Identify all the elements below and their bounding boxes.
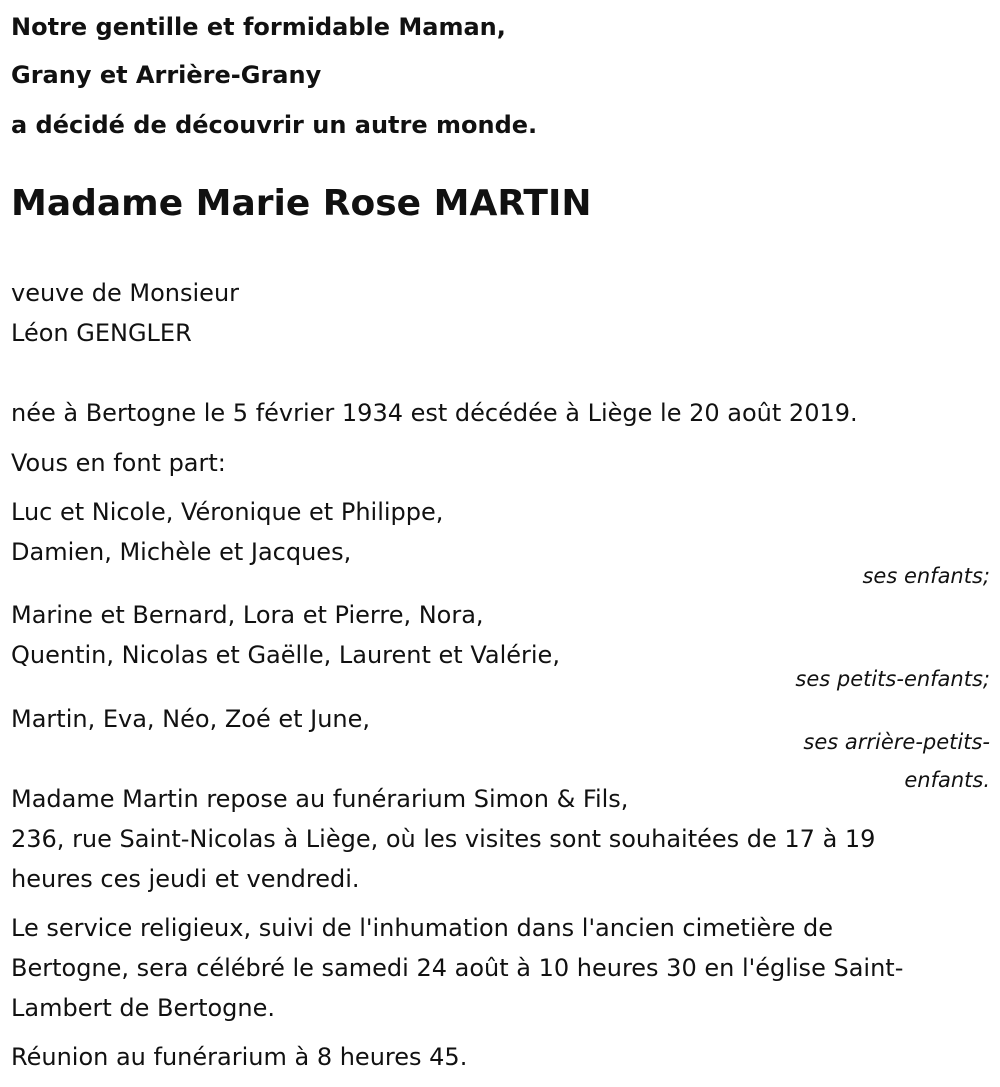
widow-line-2: Léon GENGLER [11,319,192,347]
children-line-1: Luc et Nicole, Véronique et Philippe, [11,498,444,526]
grandchildren-label: ses petits-enfants; [795,667,990,691]
service-line-2: Bertogne, sera célébré le samedi 24 août à 10 heures 30 en l'église Saint- [11,954,904,982]
service-line-1: Le service religieux, suivi de l'inhumation dans l'ancien cimetière de [11,914,834,942]
widow-line-1: veuve de Monsieur [11,279,240,307]
grandchildren-line-1: Marine et Bernard, Lora et Pierre, Nora, [11,601,484,629]
deceased-name: Madame Marie Rose MARTIN [11,183,592,224]
service-line-3: Lambert de Bertogne. [11,994,276,1022]
repose-line-3: heures ces jeudi et vendredi. [11,865,360,893]
greatgrandchildren-line-1: Martin, Eva, Néo, Zoé et June, [11,705,371,733]
birth-death-line: née à Bertogne le 5 février 1934 est décédée à Liège le 20 août 2019. [11,399,858,427]
announcement-line: Vous en font part: [11,449,226,477]
meeting-line: Réunion au funérarium à 8 heures 45. [11,1043,468,1071]
repose-line-1: Madame Martin repose au funérarium Simon & Fils, [11,785,629,813]
children-line-2: Damien, Michèle et Jacques, [11,538,352,566]
repose-line-2: 236, rue Saint-Nicolas à Liège, où les visites sont souhaitées de 17 à 19 [11,825,876,853]
children-label: ses enfants; [862,564,990,588]
intro-line-1: Notre gentille et formidable Maman, [11,13,506,41]
intro-line-3: a décidé de découvrir un autre monde. [11,111,538,139]
greatgrandchildren-label: ses arrière-petits-enfants. [803,730,990,792]
intro-line-2: Grany et Arrière-Grany [11,61,322,89]
grandchildren-line-2: Quentin, Nicolas et Gaëlle, Laurent et Valérie, [11,641,560,669]
